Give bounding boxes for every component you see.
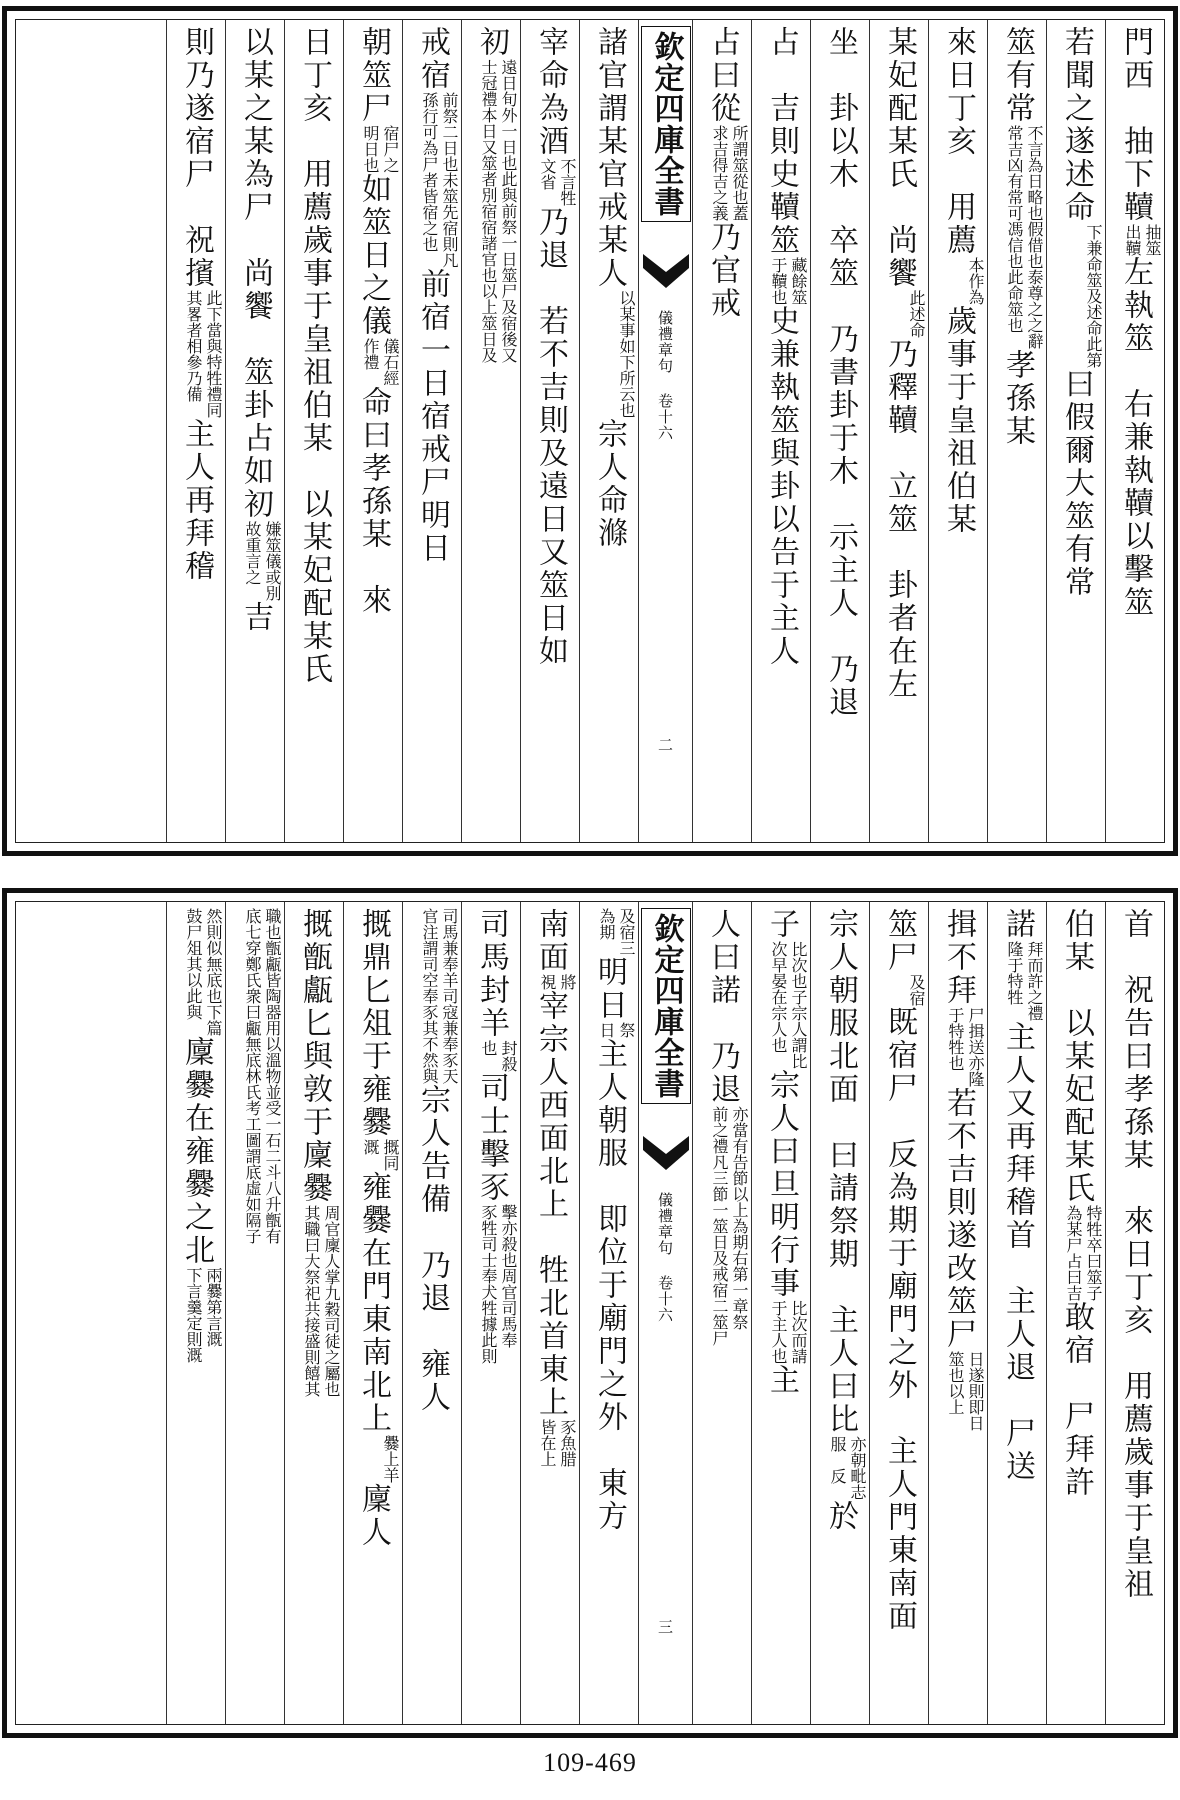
main-text: 於 xyxy=(823,1500,858,1533)
column-body xyxy=(346,908,400,1718)
main-text: 宗人命滌 xyxy=(592,418,627,550)
annotation-note: 封殺 也 xyxy=(479,1040,518,1072)
column-body xyxy=(582,26,636,836)
text-column xyxy=(166,902,225,1724)
annotation-note: 及宿 xyxy=(907,974,926,1006)
annotation-note: 下兼命筮及述命此第 xyxy=(1084,224,1103,368)
text-column xyxy=(520,20,579,842)
main-text: 南面 xyxy=(533,908,568,974)
column-body xyxy=(813,26,867,836)
main-text: 乃退 若不吉則及遠日又筮日如 xyxy=(533,206,568,668)
main-text: 雍爨在門東南北上 xyxy=(356,1171,391,1435)
main-text: 史兼執筮與卦以告于主人 xyxy=(764,305,799,668)
main-text: 孝孫某 xyxy=(1000,349,1035,448)
text-column xyxy=(225,902,284,1724)
text-column xyxy=(692,20,751,842)
main-text: 揖不拜 xyxy=(941,908,976,1007)
main-text: 司馬封羊 xyxy=(474,908,509,1040)
main-text: 占曰從 xyxy=(705,26,740,125)
main-text: 門西 抽下韇 xyxy=(1118,26,1153,224)
main-text: 主人朝服 即位于廟門之外 東方 xyxy=(592,1038,627,1533)
main-text: 宰宗人西面北上 牲北首東上 xyxy=(533,990,568,1419)
text-column xyxy=(461,902,520,1724)
annotation-note: 將 視 xyxy=(538,974,577,990)
main-text: 明日 xyxy=(415,499,450,565)
page-bottom xyxy=(2,888,1178,1738)
annotation-note: 不言牲 文省 xyxy=(538,158,577,206)
annotation-note: 拜而許之禮 隆于特牲 xyxy=(1005,941,1044,1021)
annotation-note: 亦當有告節以上為期右第一章祭 前之禮凡三節一筮日及戒宿二筮尸 xyxy=(710,1106,749,1346)
text-column xyxy=(928,902,987,1724)
main-text: 主 xyxy=(764,1364,799,1397)
main-text: 明日 xyxy=(592,956,627,1022)
page-frame xyxy=(15,901,1165,1725)
column-body xyxy=(346,26,400,836)
text-column xyxy=(1046,902,1105,1724)
text-column xyxy=(751,902,810,1724)
main-text: 某妃配某氏 尚饗 xyxy=(882,26,917,290)
text-column xyxy=(520,902,579,1724)
main-text: 司士擊豕 xyxy=(474,1072,509,1204)
main-text: 以某之某為尸 尚饗 筮卦占如初 xyxy=(238,26,273,521)
column-body xyxy=(287,908,341,1718)
column-body xyxy=(405,26,459,836)
annotation-note: 然則似無底也下篇 鼓尸俎其以此與 xyxy=(184,908,223,1036)
main-text: 若聞之遂述命 xyxy=(1059,26,1094,224)
main-text: 主人再拜稽 xyxy=(179,418,214,583)
main-text: 摡甑甗匕與敦于廩爨 xyxy=(297,908,332,1205)
main-text: 宗人曰旦明行事 xyxy=(764,1069,799,1300)
text-column xyxy=(987,20,1046,842)
column-body xyxy=(582,908,636,1718)
page-frame xyxy=(15,19,1165,843)
column-body xyxy=(813,908,867,1718)
annotation-note: 比次也子宗人謂比 次早晏在宗人也 xyxy=(769,941,808,1069)
text-column xyxy=(869,902,928,1724)
annotation-note: 職也甑甗皆陶器用以溫物並受一石二斗八升甑有 底七穿鄭氏衆曰甗無底林氏考工圖謂底虛如隔子 xyxy=(243,908,282,1244)
main-text: 初 xyxy=(474,26,509,59)
main-text: 子 xyxy=(764,908,799,941)
text-column xyxy=(987,902,1046,1724)
main-text: 既宿尸 反為期于廟門之外 主人門東南面 xyxy=(882,1006,917,1633)
main-text: 乃官戒 xyxy=(705,221,740,320)
text-column xyxy=(284,902,343,1724)
annotation-note: 周官廩人掌九穀司徒之屬也 其職曰大祭祀共接盛則饎其 xyxy=(302,1205,341,1397)
column-body xyxy=(695,908,749,1718)
column-body xyxy=(1049,26,1103,836)
column-body xyxy=(872,908,926,1718)
annotation-note: 嫌筮儀或別 故重言之 xyxy=(243,521,282,601)
page-number: 109-469 xyxy=(543,1748,637,1777)
column-body xyxy=(931,908,985,1718)
annotation-note: 爨上羊 xyxy=(381,1435,400,1483)
annotation-note: 尸揖送亦隆 于特牲也 xyxy=(946,1007,985,1087)
annotation-note: 日遂則即日 筮也以上 xyxy=(946,1351,985,1431)
annotation-note: 以某事如下所云也 xyxy=(617,290,636,418)
main-text: 命曰孝孫某 來 xyxy=(356,386,391,617)
main-text: 左執筮 右兼執韇以擊筮 xyxy=(1118,256,1153,619)
book-title: 欽定四庫全書 xyxy=(641,908,691,1104)
text-column xyxy=(343,20,402,842)
main-text: 前宿一日宿戒尸 xyxy=(415,268,450,499)
column-body xyxy=(1108,908,1162,1718)
leaf-number: 三 xyxy=(656,1619,674,1634)
annotation-note: 前祭二日也未筮先宿則凡 孫行可為尸者皆宿之也 xyxy=(420,92,459,268)
column-body xyxy=(695,26,749,836)
main-text: 乃釋韇 立筮 卦者在左 xyxy=(882,338,917,701)
center-fold-column xyxy=(638,20,692,842)
column-body xyxy=(1049,908,1103,1718)
main-text: 廩爨在雍爨之北 xyxy=(179,1036,214,1267)
column-body xyxy=(287,26,341,836)
column-body xyxy=(169,26,223,836)
fishtail-mark-icon xyxy=(643,254,689,290)
main-text: 諸官謂某官戒某人 xyxy=(592,26,627,290)
annotation-note: 擊亦殺也周官司馬奉 豕牲司士奉犬牲據此則 xyxy=(479,1204,518,1364)
text-column xyxy=(869,20,928,842)
main-text: 吉 xyxy=(238,601,273,634)
main-text: 朝筮尸 xyxy=(356,26,391,125)
main-text: 人曰諾 乃退 xyxy=(705,908,740,1106)
text-column xyxy=(1105,902,1164,1724)
text-column xyxy=(810,902,869,1724)
main-text: 主人又再拜稽首 主人退 尸送 xyxy=(1000,1021,1035,1483)
book-title: 欽定四庫全書 xyxy=(641,26,691,222)
column-body xyxy=(228,26,282,836)
column-body xyxy=(754,26,808,836)
main-text: 諾 xyxy=(1000,908,1035,941)
text-column xyxy=(928,20,987,842)
annotation-note: 藏餘筮 于韇也 xyxy=(769,257,808,305)
column-body xyxy=(464,26,518,836)
text-column xyxy=(1046,20,1105,842)
main-text: 敢宿 尸拜許 xyxy=(1059,1301,1094,1499)
main-text: 宰命為酒 xyxy=(533,26,568,158)
text-column xyxy=(402,902,461,1724)
main-text: 占 吉則史韇筮 xyxy=(764,26,799,257)
main-text: 日丁亥 用薦歲事于皇祖伯某 以某妃配某氏 xyxy=(297,26,332,686)
annotation-note: 此述命 xyxy=(907,290,926,338)
main-text: 坐 卦以木 卒筮 乃書卦于木 示主人 乃退 xyxy=(823,26,858,719)
text-column xyxy=(692,902,751,1724)
annotation-note: 毗志 反 xyxy=(828,1468,867,1500)
main-text: 曰假爾大筮有常 xyxy=(1059,368,1094,599)
main-text: 廩人 xyxy=(356,1483,391,1549)
annotation-note: 宿尸之 明日也 xyxy=(361,125,400,173)
main-text: 戒宿 xyxy=(415,26,450,92)
annotation-note: 特牲卒曰筮子 為某尸占曰吉 xyxy=(1064,1205,1103,1301)
column-body xyxy=(169,908,223,1718)
column-body xyxy=(464,908,518,1718)
main-text: 筮尸 xyxy=(882,908,917,974)
annotation-note: 儀石經 作禮 xyxy=(361,338,400,386)
column-body xyxy=(754,908,808,1718)
annotation-note: 本作為 xyxy=(966,257,985,305)
annotation-note: 司馬兼奉羊司寇兼奉豕天 官注謂司空奉豕其不然與 xyxy=(420,908,459,1084)
annotation-note: 此下當與特牲禮同 其畧者相參乃備 xyxy=(184,290,223,418)
main-text: 如筮日之儀 xyxy=(356,173,391,338)
main-text: 若不吉則遂改筮尸 xyxy=(941,1087,976,1351)
fishtail-mark-icon xyxy=(643,1136,689,1172)
text-column xyxy=(1105,20,1164,842)
annotation-note: 抽筮 出韇 xyxy=(1123,224,1162,256)
annotation-note: 所謂筮從也蓋 求吉得吉之義 xyxy=(710,125,749,221)
text-column xyxy=(579,902,638,1724)
leaf-number: 二 xyxy=(656,737,674,752)
text-column xyxy=(402,20,461,842)
main-text: 伯某 以某妃配某氏 xyxy=(1059,908,1094,1205)
column-body xyxy=(872,26,926,836)
text-column xyxy=(461,20,520,842)
annotation-note: 摡同 溉 xyxy=(361,1139,400,1171)
annotation-note: 兩爨第言溉 下言羹定則溉 xyxy=(184,1267,223,1363)
column-body xyxy=(405,908,459,1718)
text-column xyxy=(166,20,225,842)
page-top xyxy=(2,6,1178,856)
annotation-note: 不言為日略也假借也泰尊之之辭 常吉凶有常可馮信也此命筮也 xyxy=(1005,125,1044,349)
main-text: 筮有常 xyxy=(1000,26,1035,125)
annotation-note: 祭 日 xyxy=(597,1022,636,1038)
center-fold-column xyxy=(638,902,692,1724)
main-text: 宗人告備 乃退 雍人 xyxy=(415,1084,450,1414)
volume-label: 儀禮章句 卷十六 xyxy=(656,310,674,441)
column-body xyxy=(990,908,1044,1718)
volume-label: 儀禮章句 卷十六 xyxy=(656,1192,674,1323)
main-text: 則乃遂宿尸 祝擯 xyxy=(179,26,214,290)
main-text: 首 祝告曰孝孫某 來日丁亥 用薦歲事于皇祖 xyxy=(1118,908,1153,1601)
text-column xyxy=(579,20,638,842)
annotation-note: 遠日旬外一日也此與前祭一日筮尸及宿後又 士冠禮本日又筮者別宿宿諸官也以上筮日及 xyxy=(479,59,518,363)
text-column xyxy=(751,20,810,842)
text-column xyxy=(810,20,869,842)
main-text: 來日丁亥 用薦 xyxy=(941,26,976,257)
text-column xyxy=(225,20,284,842)
annotation-note: 比次而請 于主人也 xyxy=(769,1300,808,1364)
column-body xyxy=(523,26,577,836)
column-body xyxy=(931,26,985,836)
annotation-note: 豕魚腊 皆在上 xyxy=(538,1419,577,1467)
text-column xyxy=(343,902,402,1724)
text-column xyxy=(284,20,343,842)
annotation-note: 及宿三 為期 xyxy=(597,908,636,956)
column-body xyxy=(228,908,282,1718)
column-body xyxy=(1108,26,1162,836)
main-text: 摡鼎匕俎于雍爨 xyxy=(356,908,391,1139)
column-body xyxy=(990,26,1044,836)
annotation-note: 亦朝 服 xyxy=(828,1436,867,1468)
main-text: 歲事于皇祖伯某 xyxy=(941,305,976,536)
main-text: 宗人朝服北面 曰請祭期 主人曰比 xyxy=(823,908,858,1436)
column-body xyxy=(523,908,577,1718)
